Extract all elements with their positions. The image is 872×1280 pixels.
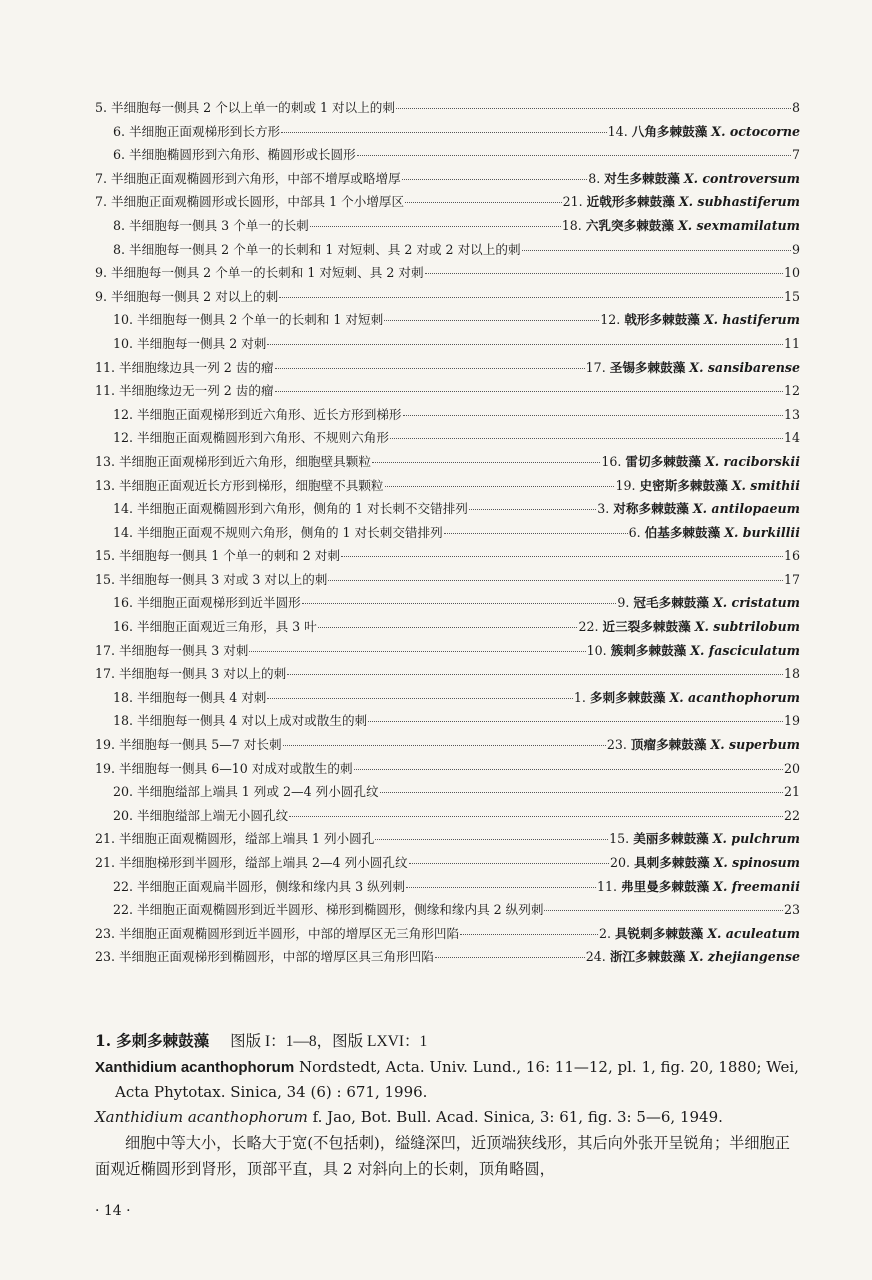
key-line-result: [599, 923, 800, 942]
key-line-ref: 23.: [606, 737, 627, 753]
key-line-ref: 7: [791, 147, 800, 163]
key-line-species-cn: 伯基多棘鼓藻: [644, 524, 721, 540]
key-line-result: [610, 852, 800, 871]
key-line-text: 23. 半细胞正面观梯形到椭圆形，中部的增厚区具三角形凹陷: [95, 949, 434, 965]
key-line-result: [784, 383, 800, 398]
key-line-ref: 11: [783, 335, 800, 351]
leader-dots: [275, 367, 585, 369]
leader-dots: [409, 862, 609, 864]
key-line-species-latin: X. superbum: [710, 737, 800, 753]
key-line-result: [578, 616, 800, 635]
key-line-text: 22. 半细胞正面观扁半圆形，侧缘和缘内具 3 纵列刺: [113, 878, 405, 894]
key-line: [95, 923, 800, 947]
key-line-ref: 10.: [586, 642, 607, 658]
leader-dots: [385, 485, 615, 487]
key-line-species-cn: 簇刺多棘鼓藻: [610, 642, 687, 658]
key-line-ref: 21.: [562, 194, 583, 210]
key-line-result: [784, 572, 800, 587]
leader-dots: [275, 390, 783, 392]
key-line: [95, 380, 800, 404]
key-line-text: 16. 半细胞正面观近三角形，具 3 叶: [113, 619, 317, 635]
key-line-text: 18. 半细胞每一侧具 4 对刺: [113, 689, 267, 705]
key-line-species-latin: X. smithii: [731, 477, 800, 493]
key-line-ref: 11.: [596, 878, 617, 894]
key-line: [95, 781, 800, 805]
key-line-result: [784, 430, 800, 445]
key-line-ref: 12.: [600, 312, 621, 328]
key-line-species-latin: X. octocorne: [711, 123, 800, 139]
key-line-species-cn: 戟形多棘鼓藻: [624, 312, 700, 328]
key-line-ref: 21: [783, 784, 800, 800]
key-line-result: [609, 828, 800, 847]
species-name: 多刺多棘鼓藻: [116, 1031, 210, 1050]
key-line-species-latin: X. controversum: [683, 170, 800, 186]
leader-dots: [469, 508, 596, 510]
leader-dots: [444, 532, 628, 534]
key-line-species-latin: X. aculeatum: [707, 925, 800, 941]
key-line-result: [562, 215, 800, 234]
key-line-species-cn: 六乳突多棘鼓藻: [585, 217, 674, 233]
key-line-species-latin: X. cristatum: [713, 595, 800, 611]
leader-dots: [372, 461, 600, 463]
key-line-ref: 9.: [617, 595, 630, 611]
leader-dots: [281, 131, 607, 133]
key-line: [95, 640, 800, 664]
key-line: [95, 404, 800, 428]
key-line: [95, 899, 800, 923]
key-line: [95, 121, 800, 145]
species-heading: [95, 1029, 800, 1055]
key-line: [95, 734, 800, 758]
leader-dots: [289, 815, 783, 817]
leader-dots: [368, 720, 783, 722]
key-line-ref: 10: [783, 265, 800, 281]
key-line-text: 10. 半细胞每一侧具 2 对刺: [113, 335, 267, 351]
key-line-ref: 6.: [628, 524, 641, 540]
key-line-ref: 8: [791, 100, 800, 115]
key-line-text: 15. 半细胞每一侧具 3 对或 3 对以上的刺: [95, 571, 328, 587]
key-line-ref: 17.: [585, 359, 606, 375]
key-line-species-cn: 多刺多棘鼓藻: [589, 689, 666, 705]
key-line-result: [588, 168, 800, 187]
key-line-species-latin: X. antilopaeum: [692, 501, 800, 517]
leader-dots: [283, 744, 606, 746]
key-line: [95, 687, 800, 711]
key-line-result: [784, 265, 800, 280]
key-line-ref: 18: [783, 666, 800, 682]
key-line-result: [792, 242, 800, 257]
key-line-text: 14. 半细胞正面观椭圆形到六角形，侧角的 1 对长刺不交错排列: [113, 501, 468, 517]
key-line-species-cn: 具刺多棘鼓藻: [634, 855, 710, 870]
leader-dots: [328, 579, 783, 581]
key-line-text: 21. 半细胞正面观椭圆形，缢部上端具 1 列小圆孔: [95, 831, 375, 847]
key-line-ref: 3.: [597, 501, 610, 517]
key-line-species-latin: X. hastiferum: [703, 312, 800, 328]
key-line: [95, 592, 800, 616]
key-line-result: [784, 289, 800, 304]
key-line-text: 11. 半细胞缘边具一列 2 齿的瘤: [95, 359, 274, 375]
key-line-species-cn: 八角多棘鼓藻: [631, 123, 708, 139]
leader-dots: [390, 437, 783, 439]
key-line-ref: 14: [783, 430, 800, 446]
key-line-ref: 2.: [599, 925, 612, 941]
key-line: [95, 168, 800, 192]
reference-2-text: f. Jao, Bot. Bull. Acad. Sinica, 3: 61, fig. 3: 5—6, 1949.: [307, 1108, 723, 1126]
key-line: [95, 758, 800, 782]
leader-dots: [396, 107, 791, 109]
key-line: [95, 215, 800, 239]
leader-dots: [249, 650, 585, 652]
leader-dots: [267, 343, 783, 345]
key-line: [95, 451, 800, 475]
key-line-ref: 24.: [585, 949, 606, 965]
leader-dots: [318, 626, 578, 628]
key-line-text: 5. 半细胞每一侧具 2 个以上单一的刺或 1 对以上的刺: [95, 100, 395, 115]
key-line-species-cn: 弗里曼多棘鼓藻: [621, 878, 710, 894]
key-line-species-cn: 冠毛多棘鼓藻: [633, 595, 709, 611]
key-line-ref: 18.: [561, 217, 582, 233]
key-line-result: [784, 761, 800, 776]
key-line: [95, 357, 800, 381]
key-line-result: [600, 309, 800, 328]
key-line-text: 10. 半细胞每一侧具 2 个单一的长刺和 1 对短刺: [113, 312, 384, 328]
key-line: [95, 805, 800, 829]
key-line-text: 17. 半细胞每一侧具 3 对以上的刺: [95, 666, 287, 682]
leader-dots: [402, 178, 588, 180]
key-line-ref: 19.: [615, 477, 636, 493]
key-line-species-latin: X. freemanii: [713, 878, 800, 894]
key-line-species-latin: X. sexmamilatum: [678, 217, 800, 233]
key-line-text: 18. 半细胞每一侧具 4 对以上成对或散生的刺: [113, 713, 368, 729]
key-line-species-cn: 近三裂多棘鼓藻: [602, 619, 691, 635]
key-line: [95, 97, 800, 121]
leader-dots: [279, 296, 783, 298]
key-line: [95, 333, 800, 357]
species-description: 细胞中等大小，长略大于宽(不包括刺)，缢缝深凹，近顶端狭线形，其后向外张开呈锐角；半细胞正面观近椭圆形到肾形，顶部平直，具 2 对斜向上的长刺，顶角略圆，: [95, 1134, 790, 1178]
key-line-species-cn: 雷切多棘鼓藻: [625, 453, 701, 469]
key-line-text: 16. 半细胞正面观梯形到近半圆形: [113, 595, 301, 611]
key-line-text: 7. 半细胞正面观椭圆形或长圆形，中部具 1 个小增厚区: [95, 194, 405, 210]
page-number: · 14 ·: [95, 1203, 131, 1219]
key-line-ref: 20: [783, 760, 800, 776]
key-line-species-latin: X. raciborskii: [704, 453, 800, 469]
key-line-text: 13. 半细胞正面观梯形到近六角形，细胞壁具颗粒: [95, 453, 371, 469]
key-line-text: 12. 半细胞正面观梯形到近六角形、近长方形到梯形: [113, 406, 402, 422]
key-line-species-cn: 美丽多棘鼓藻: [633, 831, 709, 847]
key-line-text: 11. 半细胞缘边无一列 2 齿的瘤: [95, 383, 274, 399]
key-line-result: [784, 713, 800, 728]
key-line-text: 20. 半细胞缢部上端无小圆孔纹: [113, 807, 289, 823]
key-line: [95, 876, 800, 900]
species-number: 1.: [95, 1031, 112, 1050]
key-line-species-latin: X. spinosum: [713, 855, 800, 870]
key-line-result: [574, 687, 800, 706]
leader-dots: [405, 201, 562, 203]
key-line: [95, 498, 800, 522]
key-line: [95, 663, 800, 687]
key-line-result: [597, 498, 800, 517]
key-line-text: 6. 半细胞正面观梯形到长方形: [113, 123, 281, 139]
leader-dots: [522, 249, 791, 251]
leader-dots: [380, 791, 783, 793]
key-line-text: 9. 半细胞每一侧具 2 个单一的长刺和 1 对短刺、具 2 对刺: [95, 265, 424, 281]
key-line-ref: 8.: [588, 170, 601, 186]
key-line-species-latin: X. subtrilobum: [694, 619, 800, 635]
key-line-species-latin: X. burkillii: [724, 524, 800, 540]
key-line-ref: 19: [783, 713, 800, 729]
key-line: [95, 427, 800, 451]
key-line-species-cn: 对称多棘鼓藻: [613, 501, 689, 517]
key-line-text: 19. 半细胞每一侧具 6—10 对成对或散生的刺: [95, 760, 353, 776]
leader-dots: [354, 768, 783, 770]
key-line-ref: 15.: [609, 831, 630, 847]
key-line-result: [629, 522, 800, 541]
reference-2: [95, 1105, 800, 1130]
leader-dots: [460, 933, 598, 935]
leader-dots: [544, 909, 783, 911]
key-line-ref: 1.: [573, 689, 586, 705]
key-line-text: 7. 半细胞正面观椭圆形到六角形，中部不增厚或略增厚: [95, 170, 401, 186]
key-line-ref: 17: [783, 571, 800, 587]
key-line: [95, 569, 800, 593]
key-line-result: [784, 336, 800, 351]
key-line-ref: 12: [783, 383, 800, 399]
reference-1-name: Xanthidium acanthophorum: [95, 1059, 295, 1076]
key-line: [95, 946, 800, 970]
key-line: [95, 191, 800, 215]
key-line: [95, 828, 800, 852]
key-line-text: 8. 半细胞每一侧具 3 个单一的长刺: [113, 217, 309, 233]
key-line-text: 21. 半细胞梯形到半圆形，缢部上端具 2—4 列小圆孔纹: [95, 855, 408, 870]
key-line-result: [563, 191, 800, 210]
leader-dots: [310, 225, 561, 227]
reference-2-name: Xanthidium acanthophorum: [95, 1108, 308, 1126]
leader-dots: [302, 602, 617, 604]
key-line-result: [586, 357, 800, 376]
key-line-result: [586, 946, 800, 965]
key-line-text: 12. 半细胞正面观椭圆形到六角形、不规则六角形: [113, 430, 389, 446]
key-line-ref: 16.: [601, 453, 622, 469]
key-line-species-cn: 史密斯多棘鼓藻: [639, 477, 728, 493]
key-line: [95, 522, 800, 546]
key-line-species-latin: X. pulchrum: [712, 831, 800, 847]
key-line-ref: 20.: [610, 855, 631, 870]
key-line: [95, 239, 800, 263]
key-line: [95, 616, 800, 640]
key-line: [95, 309, 800, 333]
key-line-result: [784, 666, 800, 681]
reference-1-text: Nordstedt, Acta. Univ. Lund., 16: 11—12, pl. 1, fig. 20, 1880; Wei, Acta Phytotax. Sinica, 34 (6) : 671, 1996.: [115, 1058, 799, 1101]
species-entry: [95, 1029, 800, 1182]
leader-dots: [406, 886, 596, 888]
key-line-species-cn: 浙江多棘鼓藻: [609, 949, 686, 965]
key-line-ref: 9: [791, 241, 800, 257]
key-line-species-latin: X. fasciculatum: [690, 642, 800, 658]
key-line-text: 13. 半细胞正面观近长方形到梯形，细胞壁不具颗粒: [95, 477, 384, 493]
key-line-result: [587, 640, 800, 659]
key-line-result: [607, 734, 800, 753]
key-line: [95, 710, 800, 734]
key-line: [95, 262, 800, 286]
key-line-result: [597, 876, 800, 895]
key-line-text: 17. 半细胞每一侧具 3 对刺: [95, 642, 249, 658]
leader-dots: [403, 414, 783, 416]
key-line: [95, 545, 800, 569]
leader-dots: [384, 319, 599, 321]
species-plates: 图版 I：1—8，图版 LXVI：1: [230, 1033, 428, 1050]
key-line-ref: 13: [783, 406, 800, 422]
key-line-species-cn: 圣锡多棘鼓藻: [609, 359, 686, 375]
key-line-result: [784, 407, 800, 422]
leader-dots: [425, 272, 783, 274]
key-line-ref: 22: [783, 807, 800, 823]
key-line-text: 22. 半细胞正面观椭圆形到近半圆形、梯形到椭圆形，侧缘和缘内具 2 纵列刺: [113, 902, 544, 918]
key-line: [95, 144, 800, 168]
leader-dots: [375, 838, 608, 840]
key-line-text: 19. 半细胞每一侧具 5—7 对长刺: [95, 737, 282, 753]
key-line-text: 6. 半细胞椭圆形到六角形、椭圆形或长圆形: [113, 147, 356, 163]
key-line-text: 15. 半细胞每一侧具 1 个单一的刺和 2 对刺: [95, 548, 340, 564]
key-line-ref: 23: [783, 902, 800, 918]
key-line-result: [784, 548, 800, 563]
key-line-result: [608, 121, 800, 140]
key-line-text: 23. 半细胞正面观椭圆形到近半圆形，中部的增厚区无三角形凹陷: [95, 925, 460, 941]
key-line-result: [784, 902, 800, 917]
key-line-text: 14. 半细胞正面观不规则六角形，侧角的 1 对长刺交错排列: [113, 524, 443, 540]
key-line: [95, 852, 800, 876]
key-line-result: [615, 475, 800, 494]
key-line-text: 9. 半细胞每一侧具 2 对以上的刺: [95, 288, 279, 304]
key-line-species-latin: X. sansibarense: [689, 359, 800, 375]
key-line-result: [784, 808, 800, 823]
key-line-text: 20. 半细胞缢部上端具 1 列或 2—4 列小圆孔纹: [113, 784, 379, 800]
key-line-species-latin: X. acanthophorum: [669, 689, 800, 705]
identification-key: [95, 97, 800, 970]
key-line-ref: 22.: [578, 619, 599, 635]
key-line-species-cn: 具锐刺多棘鼓藻: [615, 925, 704, 941]
key-line-result: [792, 100, 800, 115]
key-line-species-cn: 近戟形多棘鼓藻: [586, 194, 675, 210]
leader-dots: [287, 673, 783, 675]
key-line-species-latin: X. subhastiferum: [678, 194, 800, 210]
key-line-species-cn: 顶瘤多棘鼓藻: [630, 737, 707, 753]
key-line-result: [784, 784, 800, 799]
leader-dots: [357, 154, 791, 156]
key-line: [95, 475, 800, 499]
leader-dots: [435, 956, 585, 958]
leader-dots: [267, 697, 572, 699]
key-line: [95, 286, 800, 310]
key-line-ref: 14.: [607, 123, 628, 139]
key-line-result: [601, 451, 800, 470]
key-line-ref: 15: [783, 288, 800, 304]
key-line-species-cn: 对生多棘鼓藻: [604, 170, 680, 186]
reference-1: [95, 1055, 800, 1105]
key-line-result: [617, 592, 800, 611]
leader-dots: [341, 555, 783, 557]
key-line-result: [792, 147, 800, 162]
key-line-ref: 16: [783, 548, 800, 564]
key-line-text: 8. 半细胞每一侧具 2 个单一的长刺和 1 对短刺、具 2 对或 2 对以上的刺: [113, 241, 521, 257]
key-line-species-latin: X. zhejiangense: [689, 949, 800, 965]
